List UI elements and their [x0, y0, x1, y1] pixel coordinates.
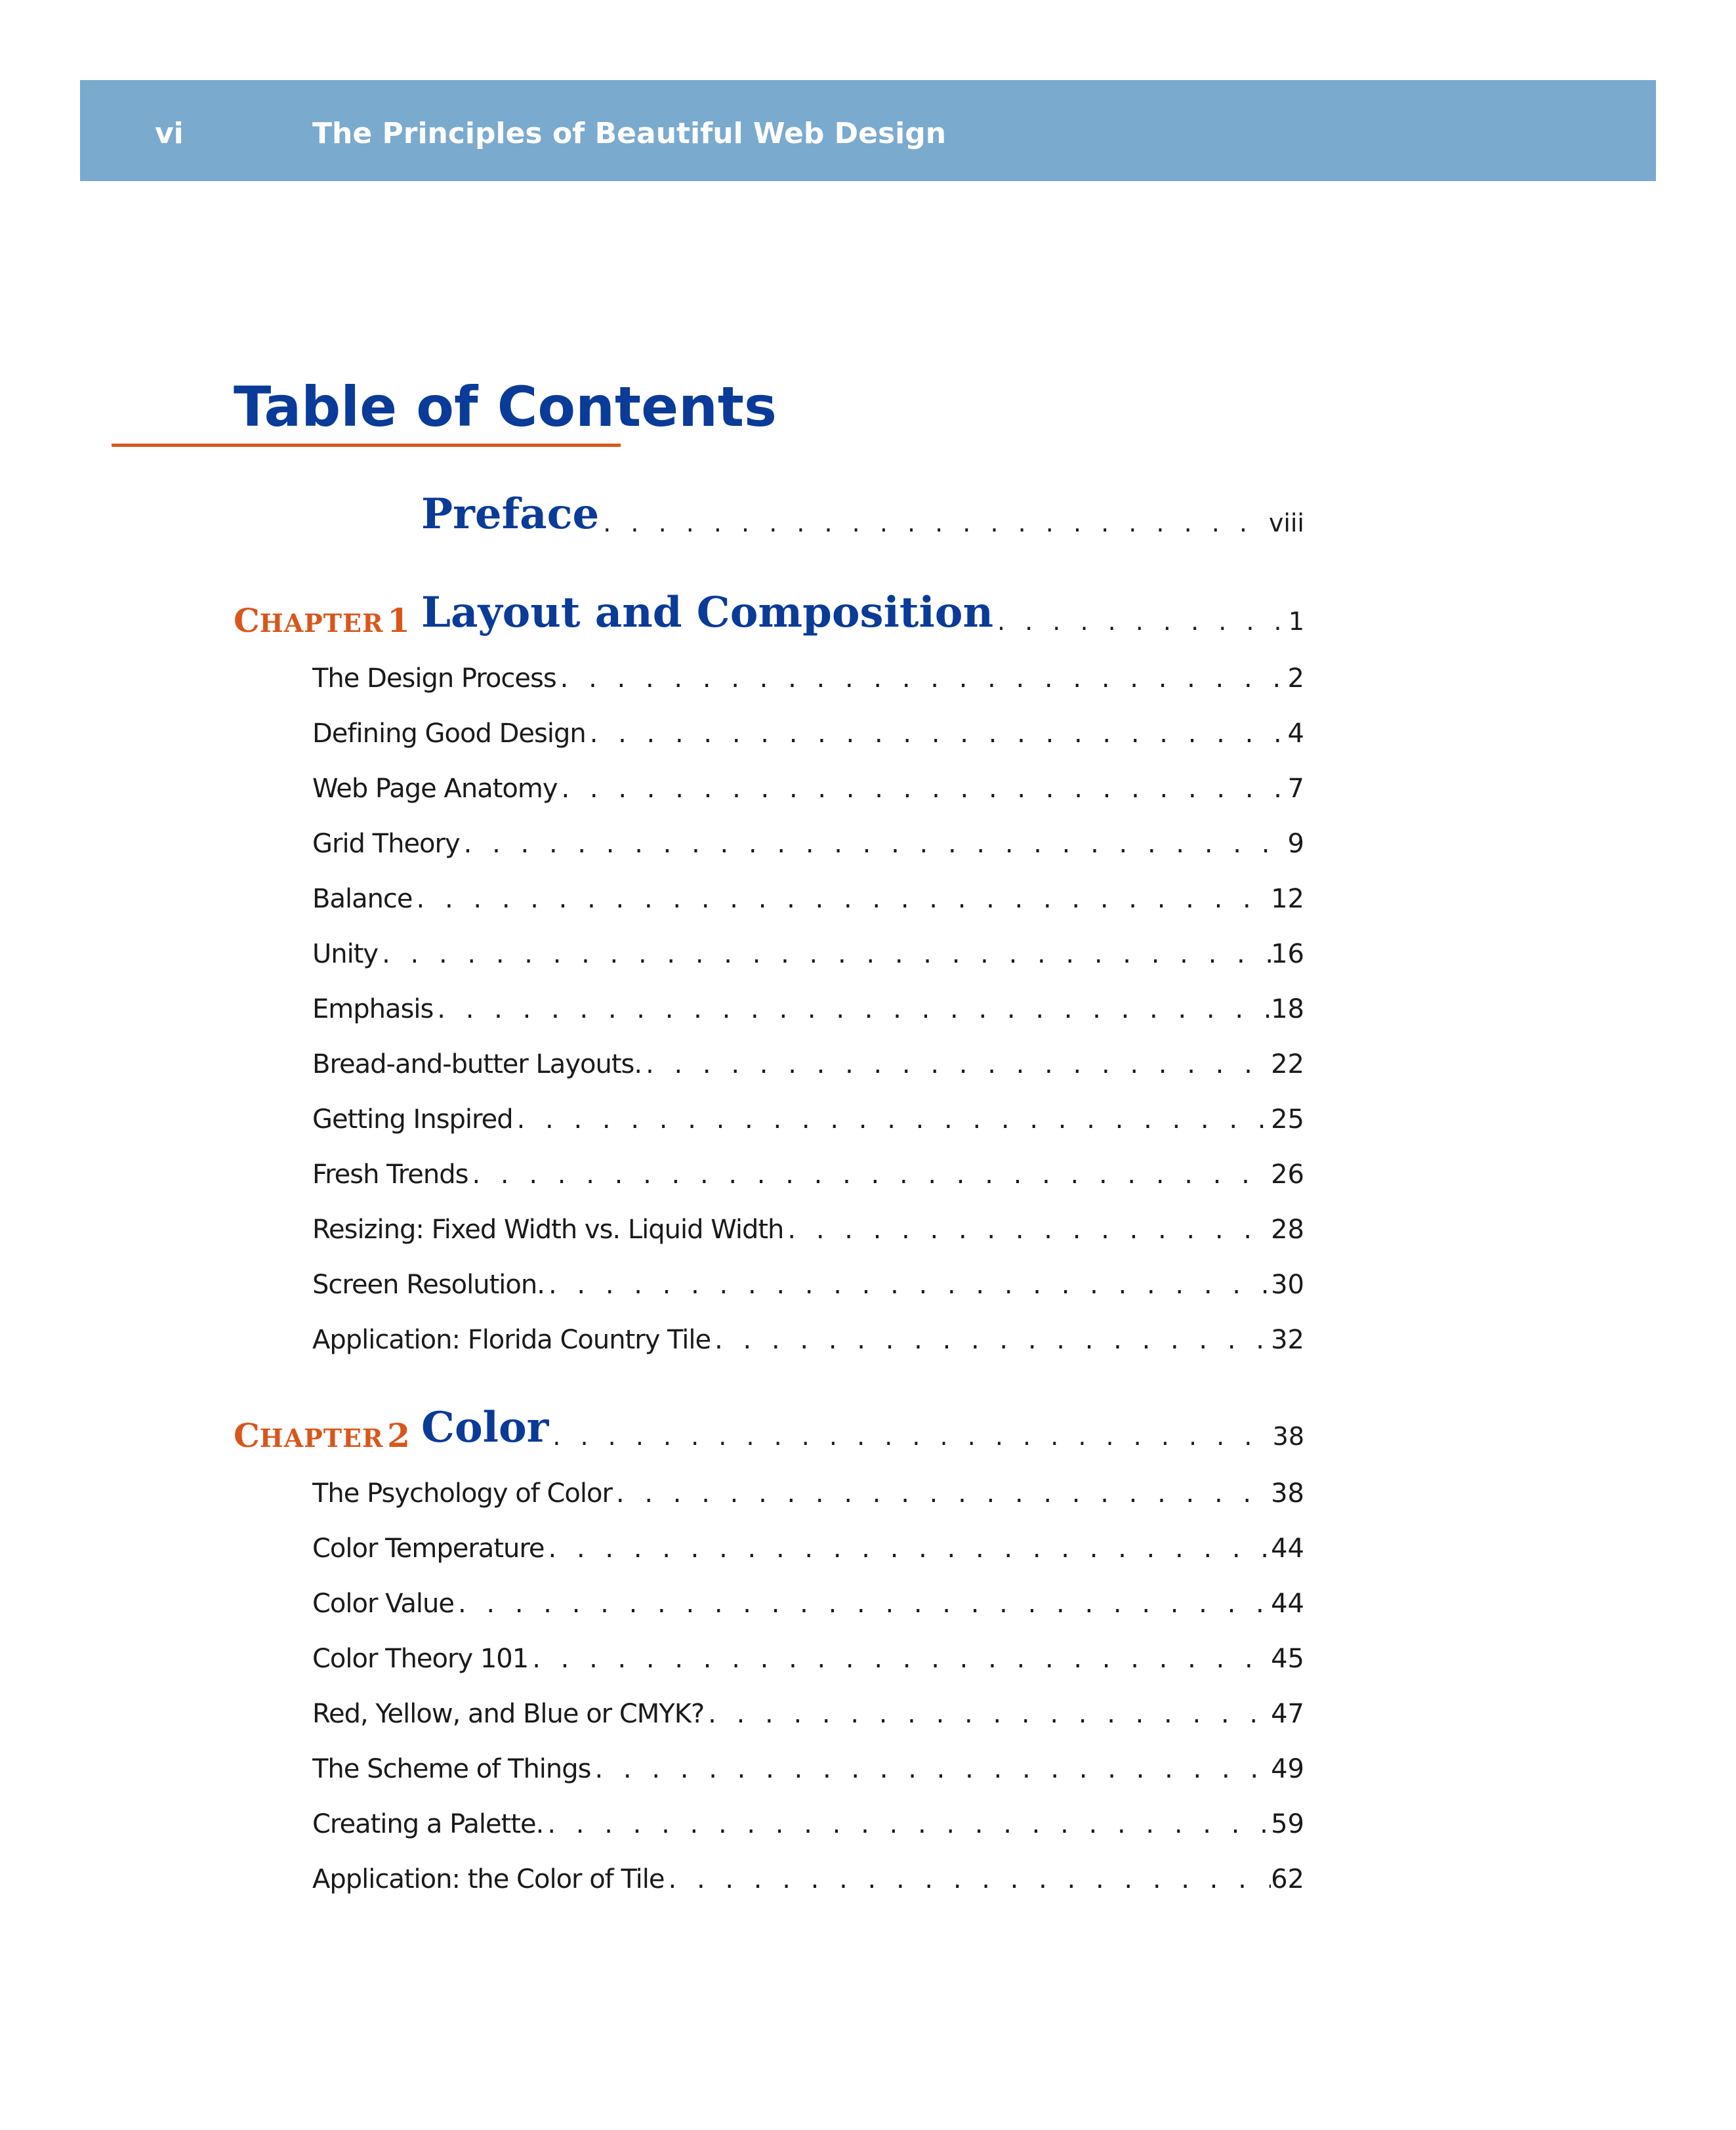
dot-leader: [528, 1639, 1271, 1679]
toc-entry-title: Creating a Palette.: [312, 1809, 544, 1839]
toc-preface-row[interactable]: [421, 483, 1304, 542]
toc-entry[interactable]: [312, 1098, 1304, 1139]
header-page-number: vi: [155, 117, 184, 150]
toc-entry-title: Screen Resolution.: [312, 1270, 545, 1300]
toc-entry-title: Unity: [312, 939, 379, 969]
dot-leader: [586, 714, 1288, 753]
toc-entry-page: 44: [1271, 1534, 1304, 1564]
toc-entry-page: 9: [1287, 829, 1304, 859]
toc-entry-title: Application: Florida Country Tile: [312, 1325, 711, 1355]
toc-entry-page: 32: [1271, 1325, 1304, 1355]
dot-leader: [556, 659, 1288, 698]
toc-entry-page: 25: [1271, 1104, 1304, 1135]
chapter-2-number: 2: [387, 1416, 410, 1455]
chapter-1-number: 1: [387, 601, 410, 640]
toc-entry-title: Grid Theory: [312, 829, 460, 859]
toc-entry[interactable]: [312, 1693, 1304, 1734]
toc-entry-title: Fresh Trends: [312, 1159, 468, 1190]
dot-leader: [599, 504, 1269, 542]
dot-leader: [612, 1474, 1271, 1513]
toc-entry-page: 49: [1271, 1754, 1304, 1784]
dot-leader: [704, 1694, 1271, 1734]
toc-entry-page: 2: [1287, 663, 1304, 694]
toc-entry[interactable]: [312, 1803, 1304, 1844]
toc-chapter-2-row[interactable]: [421, 1396, 1304, 1455]
toc-entry[interactable]: [312, 988, 1304, 1029]
chapter-1-page: 1: [1288, 607, 1304, 636]
toc-entry-title: Application: the Color of Tile: [312, 1864, 665, 1894]
toc-entry-title: Defining Good Design: [312, 719, 586, 749]
dot-leader: [548, 1417, 1272, 1455]
dot-leader: [378, 934, 1271, 974]
header-book-title: The Principles of Beautiful Web Design: [312, 117, 947, 150]
toc-entry[interactable]: [312, 1154, 1304, 1194]
toc-title-underline: [112, 444, 621, 447]
toc-entry-page: 30: [1271, 1270, 1304, 1300]
chapter-1-title: Layout and Composition: [421, 588, 993, 637]
dot-leader: [460, 824, 1288, 864]
chapter-2-page: 38: [1272, 1422, 1304, 1451]
dot-leader: [433, 990, 1271, 1029]
toc-entry[interactable]: [312, 1528, 1304, 1568]
chapter-1-label: CHAPTER 1: [234, 601, 410, 640]
dot-leader: [543, 1805, 1271, 1844]
toc-entry[interactable]: [312, 658, 1304, 698]
toc-entry[interactable]: [312, 713, 1304, 753]
toc-entry-page: 12: [1271, 884, 1304, 914]
toc-entry-page: 38: [1271, 1478, 1304, 1509]
dot-leader: [711, 1320, 1271, 1360]
dot-leader: [545, 1529, 1271, 1568]
toc-entry-title: The Scheme of Things: [312, 1754, 591, 1784]
toc-entry-page: 44: [1271, 1589, 1304, 1619]
dot-leader: [468, 1155, 1271, 1194]
dot-leader: [993, 602, 1289, 640]
dot-leader: [454, 1584, 1271, 1623]
toc-entry[interactable]: [312, 1319, 1304, 1360]
toc-entry[interactable]: [312, 1209, 1304, 1249]
toc-entry-page: 62: [1271, 1864, 1304, 1894]
toc-entry-title: Color Temperature: [312, 1534, 545, 1564]
toc-chapter-1-row[interactable]: [421, 581, 1304, 640]
toc-entry[interactable]: [312, 1264, 1304, 1305]
toc-entry-title: The Psychology of Color: [312, 1478, 612, 1509]
toc-entry[interactable]: [312, 1472, 1304, 1513]
toc-entry-title: Bread-and-butter Layouts.: [312, 1049, 642, 1079]
toc-entry-page: 47: [1271, 1699, 1304, 1729]
toc-entry-title: Web Page Anatomy: [312, 774, 558, 804]
toc-entry-title: Resizing: Fixed Width vs. Liquid Width: [312, 1215, 784, 1245]
toc-entry-page: 7: [1287, 774, 1304, 804]
toc-entry-page: 45: [1271, 1644, 1304, 1674]
toc-entry[interactable]: [312, 878, 1304, 919]
toc-entry-page: 18: [1271, 994, 1304, 1024]
toc-entry-title: Color Theory 101: [312, 1644, 529, 1674]
chapter-2-title: Color: [421, 1403, 549, 1452]
toc-entry[interactable]: [312, 1858, 1304, 1899]
dot-leader: [642, 1045, 1271, 1084]
toc-entry[interactable]: [312, 933, 1304, 974]
dot-leader: [591, 1749, 1271, 1789]
toc-entry-title: Balance: [312, 884, 413, 914]
preface-page: viii: [1268, 509, 1304, 537]
toc-title: Table of Contents: [234, 375, 777, 439]
toc-entry-title: Getting Inspired: [312, 1104, 513, 1135]
toc-entry[interactable]: [312, 768, 1304, 808]
dot-leader: [783, 1210, 1271, 1249]
toc-entry-page: 59: [1271, 1809, 1304, 1839]
toc-entry[interactable]: [312, 1583, 1304, 1623]
dot-leader: [413, 879, 1271, 919]
toc-entry-page: 16: [1271, 939, 1304, 969]
toc-entry-page: 22: [1271, 1049, 1304, 1079]
dot-leader: [545, 1265, 1271, 1305]
dot-leader: [558, 769, 1288, 808]
toc-entry-title: The Design Process: [312, 663, 556, 694]
chapter-2-label: CHAPTER 2: [234, 1416, 410, 1455]
toc-entry[interactable]: [312, 823, 1304, 864]
toc-entry-title: Red, Yellow, and Blue or CMYK?: [312, 1699, 705, 1729]
toc-entry[interactable]: [312, 1638, 1304, 1679]
preface-title: Preface: [421, 490, 600, 539]
toc-entry[interactable]: [312, 1748, 1304, 1789]
toc-entry-page: 26: [1271, 1159, 1304, 1190]
toc-entry-title: Color Value: [312, 1589, 454, 1619]
toc-entry-title: Emphasis: [312, 994, 434, 1024]
toc-entry-page: 28: [1271, 1215, 1304, 1245]
dot-leader: [665, 1860, 1271, 1899]
toc-entry[interactable]: [312, 1043, 1304, 1084]
dot-leader: [513, 1100, 1271, 1139]
toc-entry-page: 4: [1287, 719, 1304, 749]
